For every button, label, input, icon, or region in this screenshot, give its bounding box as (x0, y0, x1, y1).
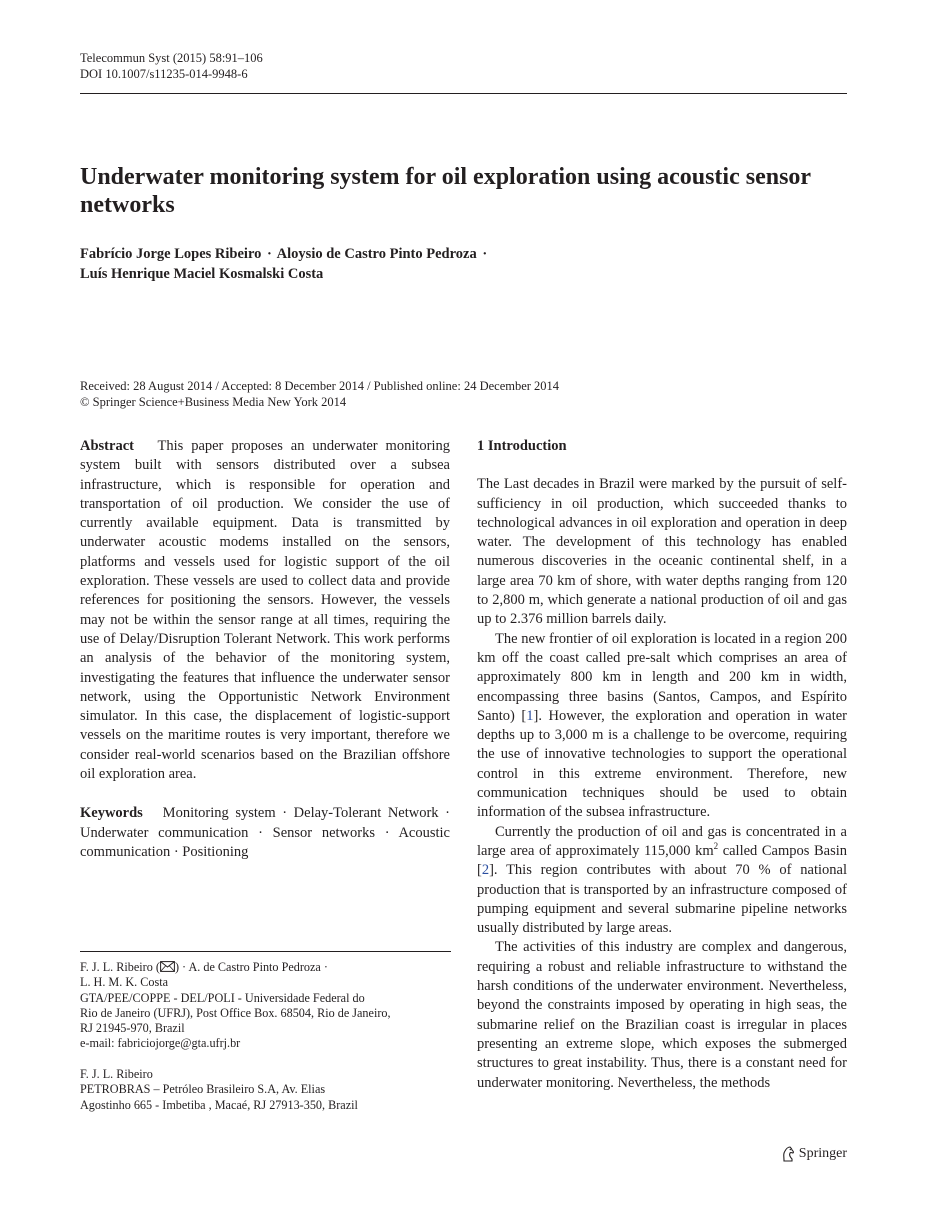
paragraph-text: ]. However, the exploration and operation in water depths up to 3,000 m is a challenge to be overcome, requiring the use of innovative technologies to support the operational control in this extreme environment. Therefore, new communication techniques should be used to obtain information of the subsea infrastructure. (477, 707, 847, 821)
doi[interactable]: DOI 10.1007/s11235-014-9948-6 (80, 67, 248, 81)
affiliation-line: Agostinho 665 - Imbetiba , Macaé, RJ 27913-350, Brazil (80, 1097, 358, 1112)
email-line[interactable]: e-mail: fabriciojorge@gta.ufrj.br (80, 1036, 241, 1051)
left-column (80, 437, 450, 862)
keywords-text: Monitoring system · Delay-Tolerant Network · Underwater communication · Sensor networks · Acoustic communication · Positioning (80, 805, 450, 860)
citation-link[interactable]: 1 (526, 707, 534, 724)
affiliation-block (80, 960, 451, 1052)
journal-citation: Telecommun Syst (2015) 58:91–106 (80, 51, 263, 65)
citation-link[interactable]: 2 (481, 862, 490, 879)
author-separator: · (267, 246, 272, 262)
paragraph-text: called Campos Basin [ (477, 842, 847, 879)
paragraph (477, 823, 847, 939)
abstract-text: This paper proposes an underwater monitoring system built with sensors distributed over a subsea infrastructure, which is responsible for operation and transportation of oil production. We consider the use of currently available equipment. Data is transmitted by underwater acoustic modems installed on the sensors, platforms and vessels used for logistic support of the oil exploration. These vessels are used to collect data and provide references for positioning the sensors. However, the vessels may not be within the sensor range at all times, requiring the use of Delay/Disruption Tolerant Network. This work performs an analysis of the behavior of the monitoring system, investigating the features that influence the underwater sensor network, using the Opportunistic Network Environment simulator. In this case, the displacement of logistic-support vessels on the maritime routes is very important, therefore we consider real-world scenarios based on the Brazilian offshore oil exploration area. (80, 438, 450, 783)
affiliation-line (80, 960, 451, 975)
copyright-line: © Springer Science+Business Media New York 2014 (80, 395, 347, 409)
springer-horse-icon (781, 1146, 795, 1162)
header-rule (80, 93, 847, 94)
publisher-name: Springer (798, 1146, 847, 1161)
paragraph-text: The new frontier of oil exploration is located in a region 200 km off the coast called pre-salt which comprises an area of approximately 800 km in length and 200 km in width, encompassing three basins (Santos, Campos, and Espírito Santo) [ (477, 630, 847, 724)
author-name[interactable]: Fabrício Jorge Lopes Ribeiro (80, 246, 262, 262)
abstract (80, 437, 450, 784)
affiliation-line: L. H. M. K. Costa (80, 975, 169, 990)
affiliation-block (80, 1067, 451, 1113)
journal-header (80, 50, 263, 82)
author-separator: · (482, 246, 488, 262)
keywords (80, 804, 450, 862)
paragraph: The activities of this industry are complex and dangerous, requiring a robust and reliable infrastructure to withstand the harsh conditions of the underwater environment. Nevertheless, beyond the constraints imposed by operating in high seas, the submarine relief on the Brazilian coast is irregular in places presenting an extreme slope, which exposes the submerged structures to great instability. Thus, there is a constant need for underwater monitoring. Nevertheless, the methods (477, 939, 847, 1091)
superscript: 2 (713, 841, 719, 852)
affiliation-line: GTA/PEE/COPPE - DEL/POLI - Universidade Federal do (80, 990, 365, 1005)
publisher-mark (781, 1145, 847, 1163)
envelope-icon[interactable] (160, 961, 175, 972)
affiliation-line: RJ 21945-970, Brazil (80, 1021, 185, 1036)
paragraph-text: ]. This region contributes with about 70 % of national production that is transported by an infrastructure composed of pumping equipment and several submarine pipeline networks usually distributed by large areas. (477, 862, 847, 937)
keywords-label: Keywords (80, 805, 143, 822)
paragraph (477, 630, 847, 823)
paragraph-text: Currently the production of oil and gas is concentrated in a large area of approximately 115,000 km (477, 823, 847, 859)
author-name[interactable]: Luís Henrique Maciel Kosmalski Costa (80, 266, 324, 282)
affiliation-line: Rio de Janeiro (UFRJ), Post Office Box. 68504, Rio de Janeiro, (80, 1005, 391, 1020)
dates-line: Received: 28 August 2014 / Accepted: 8 December 2014 / Published online: 24 December 2014 (80, 379, 560, 393)
section-title: 1 Introduction (477, 438, 567, 454)
affiliation-text: F. J. L. Ribeiro ( (80, 960, 160, 974)
footnote-rule (80, 951, 451, 952)
publication-history (80, 378, 840, 410)
abstract-label: Abstract (80, 438, 134, 454)
author-name[interactable]: Aloysio de Castro Pinto Pedroza (276, 246, 477, 262)
affiliation-line: F. J. L. Ribeiro (80, 1067, 153, 1081)
right-column (477, 437, 847, 1093)
paper-title: Underwater monitoring system for oil exploration using acoustic sensor networks (80, 164, 811, 218)
affiliation-line: PETROBRAS – Petróleo Brasileiro S.A, Av. Elias (80, 1082, 326, 1097)
paragraph: The Last decades in Brazil were marked by the pursuit of self-sufficiency in oil production, which succeeded thanks to technological advances in oil exploration and operation in deep water. The development of this technology has enabled numerous discoveries in the oceanic continental shelf, in a large area 70 km of shore, with water depths ranging from 120 to 2,800 m, which generate a national production of oil and gas up to 2.376 million barrels daily. (477, 476, 847, 628)
affiliation-text: ) · A. de Castro Pinto Pedroza · (174, 960, 328, 974)
author-list (80, 244, 840, 284)
